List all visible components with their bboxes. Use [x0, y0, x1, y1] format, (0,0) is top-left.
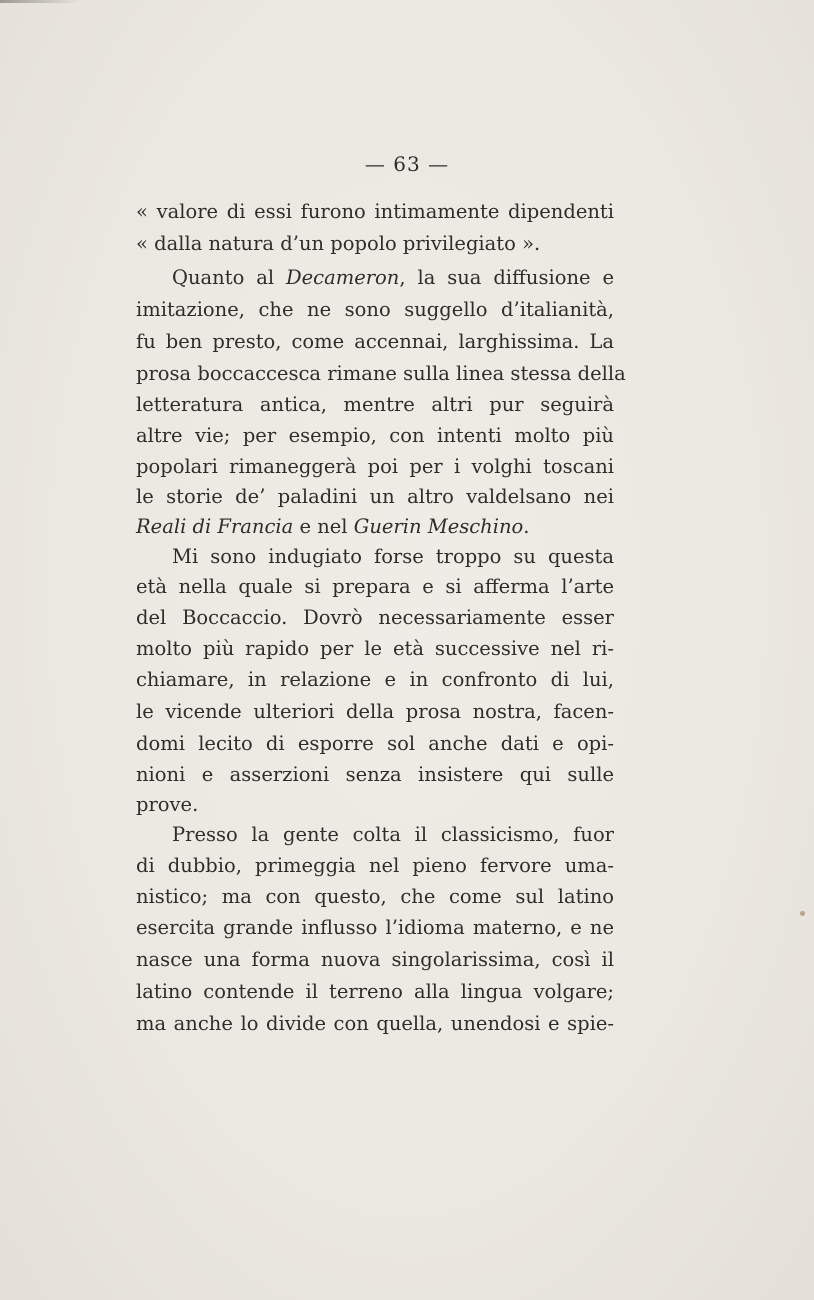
- italic-title: Guerin Meschino: [353, 515, 524, 538]
- paper-stain: [800, 911, 805, 916]
- text-line: ma anche lo divide con quella, unendosi e spie-: [136, 1012, 614, 1035]
- text-line: Presso la gente colta il classicismo, fuor: [172, 823, 614, 846]
- text-line: chiamare, in relazione e in confronto di lui,: [136, 668, 614, 691]
- text-line: molto più rapido per le età successive nel ri-: [136, 637, 614, 660]
- text-line: prove.: [136, 793, 199, 816]
- text-span: e nel: [293, 515, 354, 538]
- text-span: .: [523, 515, 530, 538]
- text-line: nasce una forma nuova singolarissima, così il: [136, 948, 614, 971]
- text-line: del Boccaccio. Dovrò necessariamente esser: [136, 606, 614, 629]
- italic-title: Reali di Francia: [136, 515, 294, 538]
- text-line: le vicende ulteriori della prosa nostra, facen-: [136, 700, 614, 723]
- text-line: Mi sono indugiato forse troppo su questa: [172, 545, 614, 568]
- text-line: nistico; ma con questo, che come sul latino: [136, 885, 614, 908]
- text-line: letteratura antica, mentre altri pur seguirà: [136, 393, 614, 416]
- text-line: nioni e asserzioni senza insistere qui sulle: [136, 763, 614, 786]
- page-number: — 63 —: [364, 152, 450, 176]
- text-line: imitazione, che ne sono suggello d’italianità,: [136, 298, 614, 321]
- text-line: prosa boccaccesca rimane sulla linea stessa della: [136, 362, 626, 385]
- text-line: domi lecito di esporre sol anche dati e opi-: [136, 732, 614, 755]
- text-line: di dubbio, primeggia nel pieno fervore uma-: [136, 854, 614, 877]
- text-line: « valore di essi furono intimamente dipendenti: [136, 200, 614, 223]
- text-line: altre vie; per esempio, con intenti molto più: [136, 424, 614, 447]
- text-line: « dalla natura d’un popolo privilegiato ».: [136, 232, 541, 255]
- text-line: età nella quale si prepara e si afferma l’arte: [136, 575, 614, 598]
- text-line: esercita grande influsso l’idioma materno, e ne: [136, 916, 614, 939]
- text-line: [136, 511, 529, 543]
- italic-title: Decameron: [285, 266, 400, 289]
- text-line: popolari rimaneggerà poi per i volghi toscani: [136, 455, 614, 478]
- text-span: , la sua diffusione e: [399, 266, 614, 289]
- text-span: Quanto al: [172, 266, 286, 289]
- text-line: le storie de’ paladini un altro valdelsano nei: [136, 485, 614, 508]
- page-edge-shadow: [0, 0, 80, 3]
- text-line: fu ben presto, come accennai, larghissima. La: [136, 330, 614, 353]
- text-line: [172, 262, 614, 294]
- text-line: latino contende il terreno alla lingua volgare;: [136, 980, 614, 1003]
